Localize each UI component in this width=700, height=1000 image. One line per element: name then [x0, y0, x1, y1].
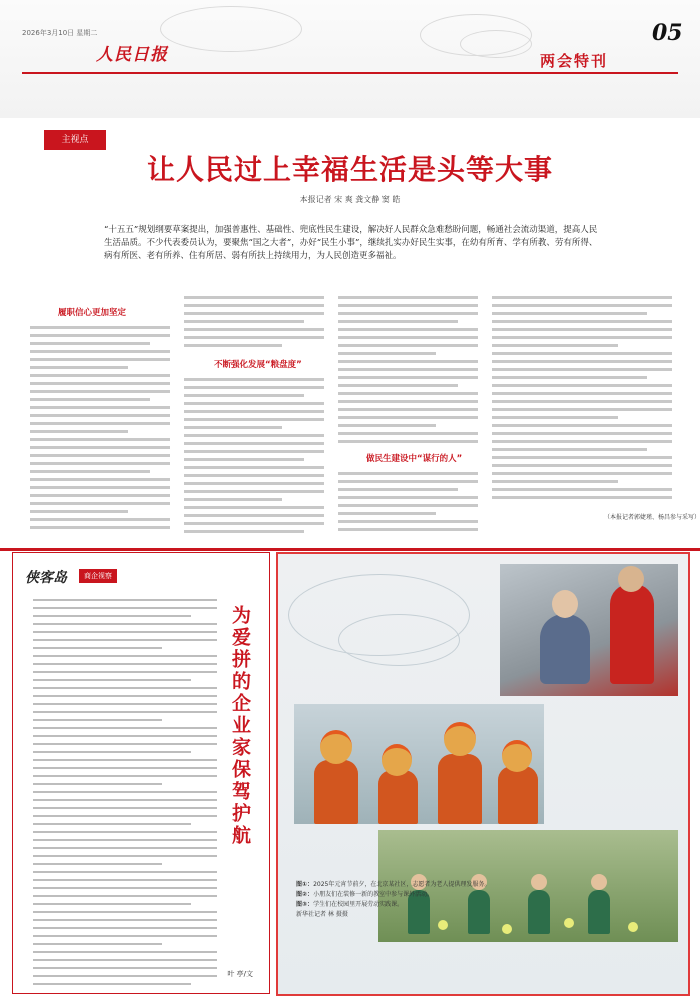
- column-2-text-top: [184, 296, 324, 352]
- flower: [628, 922, 638, 932]
- masthead: [0, 0, 700, 118]
- photo-panel: [276, 552, 690, 996]
- commentary-box: [12, 552, 270, 994]
- column-2-text: [184, 378, 324, 538]
- student-figure: [378, 770, 418, 824]
- column-3-text: [338, 472, 478, 536]
- page-number: 05: [652, 20, 683, 46]
- photo-students-helmets: [294, 704, 544, 824]
- volunteer-head: [618, 566, 644, 592]
- headline: 让人民过上幸福生活是头等大事: [146, 153, 553, 186]
- column-3-text-top: [338, 296, 478, 448]
- flower: [438, 920, 448, 930]
- child-head: [591, 874, 607, 890]
- commentary-badge: 商企视察: [79, 569, 117, 583]
- student-helmet: [382, 744, 412, 776]
- article-footnote: （本报记者郭婕瑾、杨昌参与采写）: [604, 514, 700, 521]
- caption-2-title: 图②：: [296, 891, 314, 898]
- lede-paragraph: “十五五”规划纲要草案提出，加强普惠性、基础性、兜底性民生建设，解决好人民群众急难愁盼问题，畅通社会流动渠道，提高人民生活品质。不少代表委员认为，要聚焦“国之大者”，办好“民生小事”，继续扎实办好民生实事，在幼有所育、学有所教、劳有所得、病有所医、老有所养、住有所居、弱有所扶上持续用力，为人民创造更多福祉。: [104, 225, 598, 261]
- photo-haircut: [500, 564, 678, 696]
- child-figure: [588, 890, 610, 934]
- flower: [564, 918, 574, 928]
- caption-1-title: 图①：: [296, 881, 314, 888]
- subhead-3: 做民生建设中“谋行的人”: [366, 454, 463, 464]
- student-figure: [438, 754, 482, 824]
- section-divider: [0, 548, 700, 551]
- caption-3: [296, 900, 536, 910]
- student-helmet: [502, 740, 532, 772]
- subhead-1: 履职信心更加坚定: [58, 308, 127, 318]
- caption-1-text: 2025年元宵节前夕，在北京某社区，志愿者为老人提供理发服务。: [313, 881, 491, 888]
- newspaper-logo: 人民日报: [96, 45, 168, 65]
- kicker-badge: 主视点: [44, 130, 106, 150]
- column-1-text: [30, 326, 170, 534]
- issue-date: 2026年3月10日 星期二: [22, 29, 98, 37]
- photo-captions: [296, 880, 536, 920]
- photo-credit: 新华社记者 林 摄摄: [296, 911, 348, 918]
- caption-3-text: 学生们在校园里开展劳动实践课。: [313, 901, 404, 908]
- student-figure: [314, 760, 358, 824]
- commentary-brand: 侠客岛: [25, 570, 67, 586]
- student-figure: [498, 766, 538, 824]
- commentary-author: 叶 亭/文: [227, 970, 253, 978]
- decorative-cloud: [338, 614, 460, 666]
- elderly-head: [552, 590, 578, 618]
- caption-3-title: 图③：: [296, 901, 314, 908]
- student-helmet: [320, 730, 352, 764]
- commentary-text: [33, 599, 217, 991]
- caption-2: [296, 890, 536, 900]
- caption-1: [296, 880, 536, 890]
- elderly-person: [540, 614, 590, 684]
- volunteer-barber: [610, 584, 654, 684]
- header-rule: [22, 72, 678, 74]
- column-4-text: [492, 296, 672, 504]
- commentary-title: 为爱拼的企业家保驾护航: [229, 605, 251, 847]
- byline: 本报记者 宋 爽 龚文静 窦 皓: [299, 195, 401, 204]
- subhead-2: 不断强化发展“粮盘度”: [214, 360, 302, 370]
- section-title: 两会特刊: [540, 52, 609, 70]
- student-helmet: [444, 722, 476, 756]
- caption-2-text: 小朋友们在装修一新的教室中参与课外活动。: [313, 891, 434, 898]
- flower: [502, 924, 512, 934]
